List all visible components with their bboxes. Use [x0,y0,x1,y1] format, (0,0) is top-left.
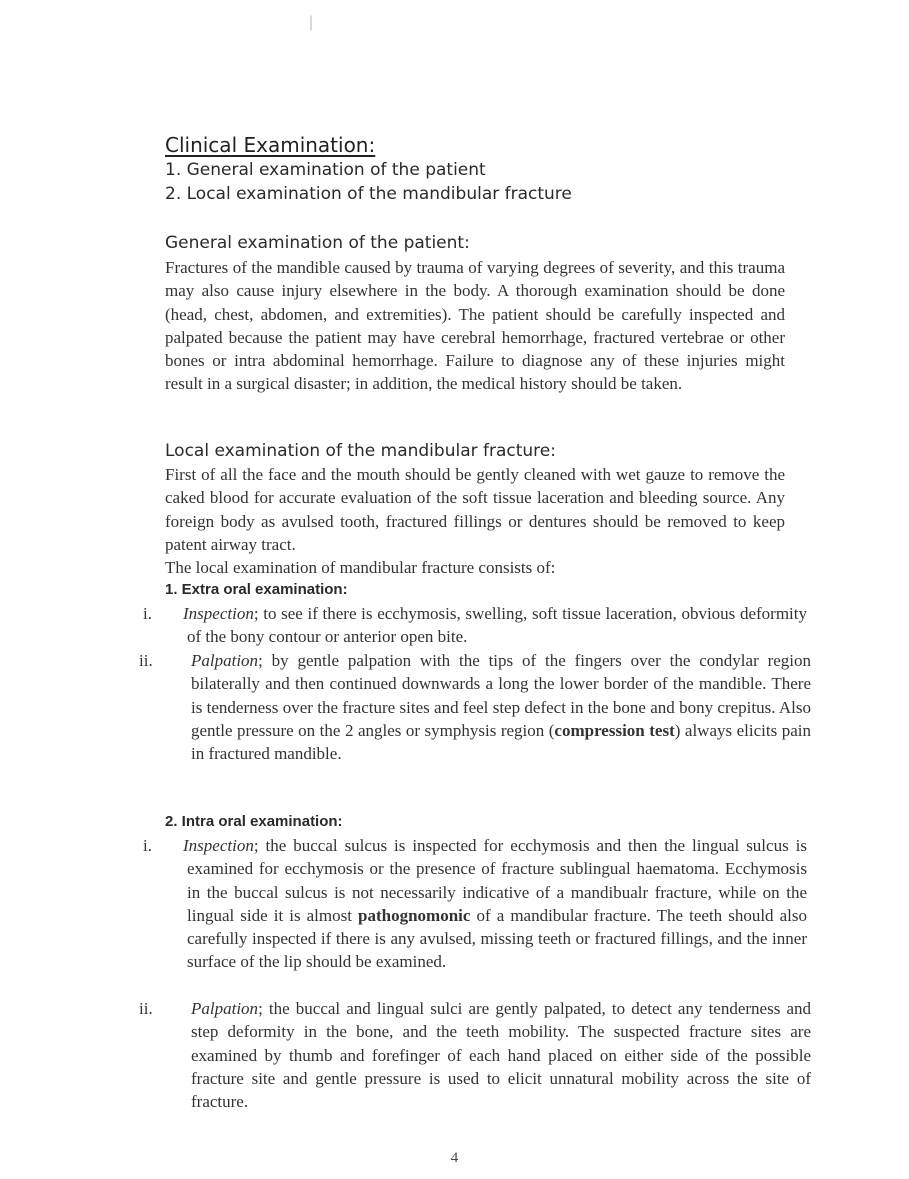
general-exam-paragraph: Fractures of the mandible caused by trauma of varying degrees of severity, and this trauma may also cause injury elsewhere in the body. A thorough examination should be done (head, chest, abdomen, and extremities). The patient should be carefully inspected and palpated because the patient may have cerebral hemorrhage, fractured vertebrae or other bones or intra abdominal hemorrhage. Failure to diagnose any of these injuries might result in a surgical disaster; in addition, the medical history should be taken. [165,258,785,394]
intra-oral-heading: 2. Intra oral examination: [165,813,343,830]
local-exam-heading: Local examination of the mandibular fracture: [165,441,556,461]
extra-oral-inspection [143,602,807,649]
term-palpation: Palpation [191,999,259,1018]
toc-item-local: 2. Local examination of the mandibular fracture [165,184,572,204]
intra-oral-inspection [143,834,808,974]
term-inspection: Inspection [183,836,254,855]
pathognomonic-term: pathognomonic [358,905,471,925]
list-number: ii. [139,999,153,1018]
extra-oral-heading: 1. Extra oral examination: [165,581,348,598]
term-inspection: Inspection [183,604,254,623]
inspection-text-b: of a mandibular fracture. The teeth should also carefully inspected if there is any avulsed, missing teeth or fractured fillings, and the inner surface of the lip should be examined. [187,905,808,972]
general-exam-heading: General examination of the patient: [165,233,470,253]
palpation-text: ; the buccal and lingual sulci are gently palpated, to detect any tenderness and step deformity in the bone, and the teeth mobility. The suspected fracture sites are examined by thumb and forefinger of each hand placed on either side of the possible fracture site and gentle pressure is used to elicit unnatural mobility across the site of fracture. [191,999,811,1112]
palpation-text-b: ) always elicits pain in fractured mandible. [191,720,811,764]
local-exam-consists: The local examination of mandibular fracture consists of: [165,558,556,577]
palpation-text-a: ; by gentle palpation with the tips of the fingers over the condylar region bilaterally and then continued downwards a long the lower border of the mandible. There is tenderness over the fracture sites and feel step defect in the bone and bony crepitus. Also gentle pressure on the 2 angles or symphysis region ( [191,651,811,740]
term-palpation: Palpation [191,651,259,670]
list-number: i. [143,836,152,855]
page-title: Clinical Examination: [165,133,376,157]
toc-item-general: 1. General examination of the patient [165,160,486,180]
local-exam-paragraph: First of all the face and the mouth should be gently cleaned with wet gauze to remove the caked blood for accurate evaluation of the soft tissue laceration and bleeding source. Any foreign body as avulsed tooth, fractured fillings or dentures should be removed to keep patent airway tract. [165,465,785,554]
list-number: i. [143,604,152,623]
list-number: ii. [139,651,153,670]
inspection-text-a: ; the buccal sulcus is inspected for ecchymosis and then the lingual sulcus is examined for ecchymosis or the presence of fracture sublingual haematoma. Ecchymosis in the buccal sulcus is not necessarily indicative of a mandibualr fracture, while on the lingual side it is almost [187,836,807,925]
extra-oral-palpation [139,649,811,765]
intra-oral-palpation [139,997,811,1113]
page-number: 4 [450,1150,459,1166]
compression-test-term: compression test [554,720,675,740]
inspection-text: ; to see if there is ecchymosis, swelling, soft tissue laceration, obvious deformity of the bony contour or anterior open bite. [187,604,807,647]
margin-mark [310,8,312,38]
